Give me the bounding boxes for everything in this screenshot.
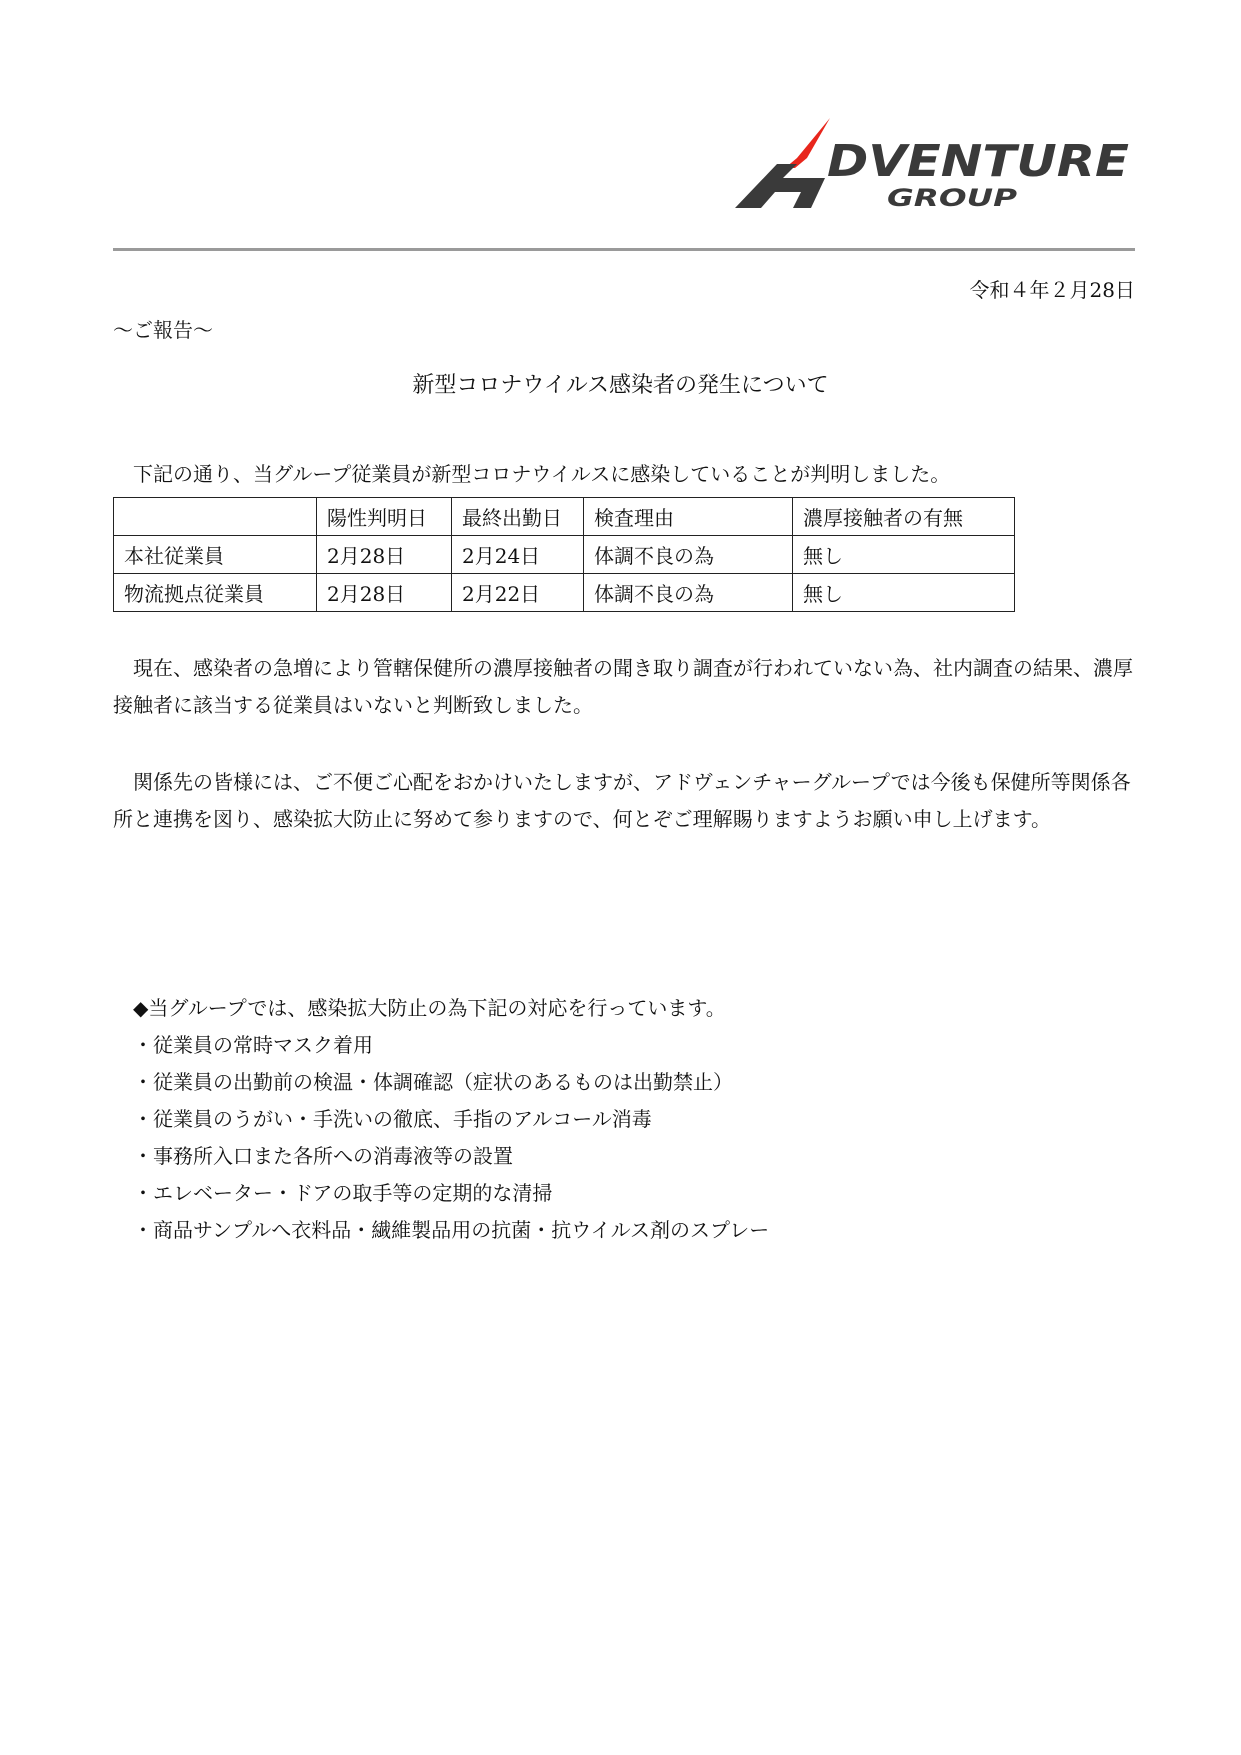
table-header-row: [114, 498, 1015, 536]
table-cell: 無し: [793, 574, 1015, 612]
prevention-measures: [133, 990, 1133, 1249]
intro-paragraph: 下記の通り、当グループ従業員が新型コロナウイルスに感染していることが判明しました。: [133, 462, 951, 486]
list-item: ・従業員のうがい・手洗いの徹底、手指のアルコール消毒: [133, 1107, 652, 1131]
list-item: ・従業員の常時マスク着用: [133, 1033, 373, 1057]
table-cell: 無し: [793, 536, 1015, 574]
table-row: [114, 574, 1015, 612]
table-cell: 2月28日: [317, 536, 452, 574]
table-cell: 体調不良の為: [584, 574, 793, 612]
measures-list: [133, 1027, 1133, 1249]
list-item: ・従業員の出勤前の検温・体調確認（症状のあるものは出勤禁止）: [133, 1070, 733, 1094]
list-item: ・エレベーター・ドアの取手等の定期的な清掃: [133, 1181, 553, 1205]
table-cell: 本社従業員: [114, 536, 317, 574]
report-label: ～ご報告～: [113, 318, 213, 342]
header-divider: [113, 248, 1135, 251]
infection-cases-table: [113, 497, 1015, 612]
table-header-cell: 最終出勤日: [452, 498, 584, 536]
table-cell: 2月22日: [452, 574, 584, 612]
table-cell: 体調不良の為: [584, 536, 793, 574]
table-header-cell: [114, 498, 317, 536]
measures-heading: ◆当グループでは、感染拡大防止の為下記の対応を行っています。: [133, 996, 726, 1020]
investigation-paragraph: 現在、感染者の急増により管轄保健所の濃厚接触者の聞き取り調査が行われていない為、社内調査の結果、濃厚接触者に該当する従業員はいないと判断致しました。: [113, 656, 1133, 717]
apology-paragraph: 関係先の皆様には、ご不便ご心配をおかけいたしますが、アドヴェンチャーグループでは今後も保健所等関係各所と連携を図り、感染拡大防止に努めて参りますので、何とぞご理解賜りますようお願い申し上げます。: [113, 770, 1131, 831]
document-title: 新型コロナウイルス感染者の発生について: [412, 373, 829, 398]
table-cell: 2月24日: [452, 536, 584, 574]
table-cell: 物流拠点従業員: [114, 574, 317, 612]
document-date: 令和４年２月28日: [969, 278, 1135, 302]
table-header-cell: 濃厚接触者の有無: [793, 498, 1015, 536]
logo-red-wing: [797, 118, 830, 158]
table-cell: 2月28日: [317, 574, 452, 612]
list-item: ・商品サンプルへ衣料品・繊維製品用の抗菌・抗ウイルス剤のスプレー: [133, 1218, 770, 1242]
table-header-cell: 検査理由: [584, 498, 793, 536]
logo-text-main: DVENTURE: [827, 136, 1129, 187]
list-item: ・事務所入口また各所への消毒液等の設置: [133, 1144, 513, 1168]
logo-text-sub: GROUP: [887, 184, 1018, 212]
table-row: [114, 536, 1015, 574]
adventure-group-logo: [735, 118, 1135, 213]
table-header-cell: 陽性判明日: [317, 498, 452, 536]
logo-dark-stroke: [735, 164, 825, 208]
company-logo: [735, 118, 1135, 213]
